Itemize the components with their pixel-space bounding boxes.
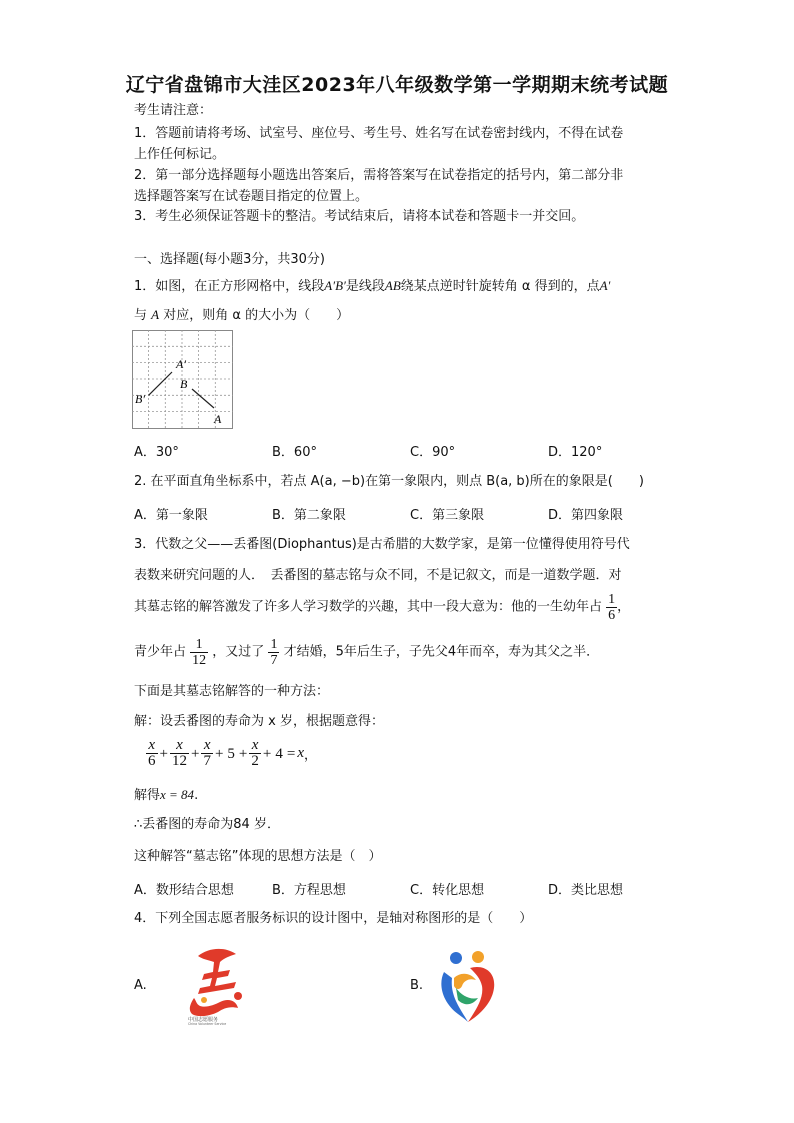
rotation-grid-figure <box>132 330 234 430</box>
volunteer-logo-a <box>184 948 250 1026</box>
logo-b-bird <box>454 974 476 989</box>
eq-num: x <box>201 738 213 754</box>
logo-b-right-arm <box>468 967 494 1022</box>
frac3-num: 1 <box>270 637 278 652</box>
eq-frac-x6 <box>146 738 158 769</box>
question-3-line9: ∴丢番图的寿命为84 岁． <box>134 817 280 832</box>
q1-seg-ab: AB <box>384 278 401 293</box>
volunteer-logo-b <box>436 948 500 1024</box>
frac2-num: 1 <box>190 637 208 653</box>
q1-text-a: 1．如图，在正方形网格中，线段 <box>134 279 325 294</box>
q1-seg-aprime-bprime: A′B′ <box>324 278 346 293</box>
q1-option-b[interactable]: B．60° <box>272 445 317 460</box>
notice-item-1a: 1．答题前请将考场、试室号、座位号、考生号、姓名写在试卷密封线内，不得在试卷 <box>134 126 624 141</box>
q2-option-a[interactable]: A．第一象限 <box>134 508 208 523</box>
q3-line4-text-c: 才结婚，5年后生子，子先父4年而卒，寿为其父之半． <box>283 644 600 660</box>
eq-frac-x7 <box>201 738 213 769</box>
eq-num: x <box>146 738 158 754</box>
eq-frac-x2 <box>249 738 261 769</box>
equation <box>146 738 317 769</box>
logo-b-leaf <box>456 988 478 1004</box>
logo-a-top-stroke <box>198 949 236 994</box>
frac1-num: 1 <box>608 592 616 607</box>
frac3-den: 7 <box>270 653 278 668</box>
eq-plus: + <box>238 746 248 762</box>
question-3-line8 <box>134 786 198 805</box>
eq-plus: + <box>190 746 200 762</box>
q3-period: . <box>194 788 199 803</box>
eq-comma: ， <box>303 748 317 763</box>
question-3-line5: 下面是其墓志铭解答的一种方法： <box>134 684 330 699</box>
q3-option-a[interactable]: A．数形结合思想 <box>134 883 234 898</box>
q3-option-c[interactable]: C．转化思想 <box>410 883 485 898</box>
frac2-den: 12 <box>192 653 207 668</box>
q1-option-d[interactable]: D．120° <box>548 445 603 460</box>
notice-item-3: 3．考生必须保证答题卡的整洁。考试结束后，请将本试卷和答题卡一并交回。 <box>134 209 585 224</box>
question-3-line1: 3．代数之父——丢番图(Diophantus)是古希腊的大数学家，是第一位懂得使用符号代 <box>134 537 630 552</box>
logo-a-dot-right <box>234 992 242 1000</box>
eq-plus: + <box>159 746 168 762</box>
eq-frac-x12 <box>170 738 189 769</box>
fraction-one-sixth <box>606 592 617 623</box>
logo-a-subcaption: China Volunteer Service <box>188 1022 227 1026</box>
eq-equals: = <box>286 746 296 762</box>
question-1-line2 <box>134 306 349 325</box>
q3-line4-text-b: ，又过了 <box>212 644 265 660</box>
q1-text-e: 对应，则角 α 的大小为（ ） <box>163 308 350 323</box>
eq-den: 2 <box>251 753 259 769</box>
segment-ab <box>192 389 214 408</box>
question-3-line3 <box>134 592 630 623</box>
eq-rhs: x <box>297 745 304 761</box>
q4-option-a[interactable]: A. <box>134 978 147 993</box>
segment-aprime-bprime <box>149 372 172 395</box>
question-3-line10: 这种解答“墓志铭”体现的思想方法是（ ） <box>134 849 382 864</box>
section-heading: 一、选择题(每小题3分，共30分) <box>134 252 325 267</box>
question-2: 2. 在平面直角坐标系中，若点 A(a, −b)在第一象限内，则点 B(a, b)所在的象限是( ) <box>134 474 644 489</box>
q1-option-c[interactable]: C．90° <box>410 445 456 460</box>
label-b: B <box>180 377 188 391</box>
notice-item-2a: 2．第一部分选择题每小题选出答案后，需将答案写在试卷指定的括号内，第二部分非 <box>134 168 624 183</box>
eq-plus: + <box>214 746 224 762</box>
label-b-prime: B′ <box>135 392 145 406</box>
question-3-line6: 解：设丢番图的寿命为 x 岁，根据题意得： <box>134 714 384 729</box>
q3-line3-text: 其墓志铭的解答激发了许多人学习数学的兴趣，其中一段大意为：他的一生幼年占 <box>134 599 603 615</box>
q1-option-a[interactable]: A．30° <box>134 445 179 460</box>
q4-option-b[interactable]: B. <box>410 978 424 993</box>
q3-option-d[interactable]: D．类比思想 <box>548 883 624 898</box>
eq-num: x <box>170 738 189 754</box>
q1-point-a: A <box>151 307 160 322</box>
q3-solution: x = 84 <box>160 787 195 802</box>
q3-option-b[interactable]: B．方程思想 <box>272 883 346 898</box>
page-title: 辽宁省盘锦市大洼区2023年八年级数学第一学期期末统考试题 <box>125 74 669 96</box>
frac1-den: 6 <box>608 608 616 623</box>
eq-den: 12 <box>171 753 187 769</box>
eq-five: 5 <box>227 746 235 762</box>
eq-num: x <box>249 738 261 754</box>
question-3-line4 <box>134 637 599 668</box>
q2-option-c[interactable]: C．第三象限 <box>410 508 485 523</box>
logo-b-head-right <box>472 951 484 963</box>
eq-plus: + <box>262 746 272 762</box>
notice-item-1b: 上作任何标记。 <box>134 147 226 162</box>
q3-line4-text-a: 青少年占 <box>134 644 187 660</box>
question-1-line1 <box>134 277 610 296</box>
q3-solved-label: 解得 <box>134 788 161 803</box>
question-4: 4．下列全国志愿者服务标识的设计图中，是轴对称图形的是（ ） <box>134 911 533 926</box>
q2-option-b[interactable]: B．第二象限 <box>272 508 346 523</box>
question-3-line2: 表数来研究问题的人． 丢番图的墓志铭与众不同，不是记叙文，而是一道数学题．对 <box>134 568 622 583</box>
q2-option-d[interactable]: D．第四象限 <box>548 508 624 523</box>
notice-item-2b: 选择题答案写在试卷题目指定的位置上。 <box>134 189 369 204</box>
q3-line3-comma: ， <box>617 599 631 615</box>
logo-a-bottom-stroke <box>190 998 238 1016</box>
q1-text-c: 绕某点逆时针旋转角 α 得到的，点 <box>400 279 600 294</box>
q1-text-d: 与 <box>134 308 148 323</box>
q1-text-b: 是线段 <box>345 279 385 294</box>
notice-heading: 考生请注意： <box>134 103 213 118</box>
eq-den: 6 <box>148 753 156 769</box>
fraction-one-seventh <box>268 637 279 668</box>
logo-b-head-left <box>450 952 462 964</box>
logo-a-caption: 中国志愿服务 <box>188 1017 219 1023</box>
logo-a-dot-left <box>201 997 207 1003</box>
label-a: A <box>214 412 222 426</box>
eq-den: 7 <box>203 753 211 769</box>
label-a-prime: A′ <box>176 357 186 371</box>
q1-point-aprime: A′ <box>599 278 611 293</box>
eq-four: 4 <box>275 746 283 762</box>
fraction-one-twelfth <box>190 637 208 668</box>
